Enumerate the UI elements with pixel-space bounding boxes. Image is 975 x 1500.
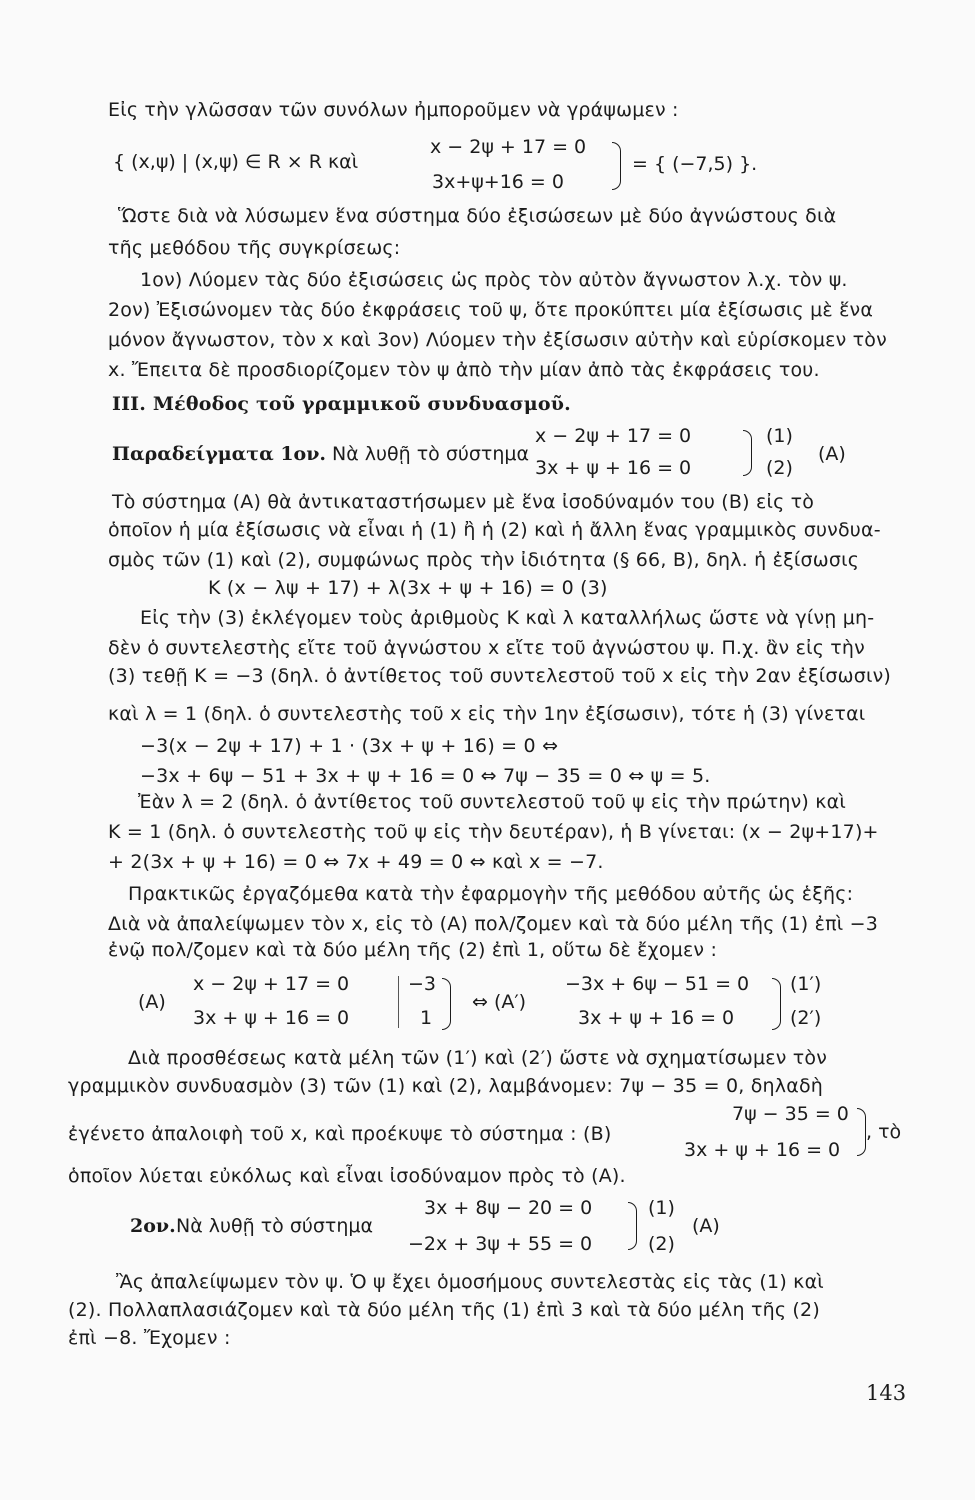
text-line: γραμμικὸν συνδυασμὸν (3) τῶν (1) καὶ (2), λαμβάνομεν: 7ψ − 35 = 0, δηλαδὴ — [68, 1075, 824, 1097]
right-brace — [442, 978, 451, 1030]
ex1-label: Παραδείγματα 1ον. — [112, 443, 327, 465]
sysA2-n1: (1′) — [790, 973, 822, 995]
ex2-eq1: 3x + 8ψ − 20 = 0 — [424, 1197, 593, 1219]
set-eq1: x − 2ψ + 17 = 0 — [430, 136, 587, 158]
sysB-eq1: 7ψ − 35 = 0 — [732, 1103, 849, 1125]
ex2-n1: (1) — [648, 1197, 675, 1219]
ex1-n1: (1) — [766, 425, 793, 447]
sysA-arrow: ⇔ (A′) — [472, 991, 527, 1013]
ex2-text: Νὰ λυθῇ τὸ σύστημα — [176, 1215, 373, 1237]
set-eq2: 3x+ψ+16 = 0 — [432, 171, 564, 193]
text-line: Ἂς ἀπαλείψωμεν τὸν ψ. Ὁ ψ ἔχει ὁμοσήμους συντελεστὰς εἰς τὰς (1) καὶ — [116, 1271, 824, 1293]
right-brace — [743, 430, 752, 476]
text-line: ἐνῷ πολ/ζομεν καὶ τὰ δύο μέλη τῆς (2) ἐπὶ 1, οὕτω δὲ ἔχομεν : — [108, 939, 718, 961]
text-line: ἐγένετο ἀπαλοιφὴ τοῦ x, καὶ προέκυψε τὸ σύστημα : (B) — [68, 1123, 612, 1145]
text-line: Διὰ νὰ ἀπαλείψωμεν τὸν x, εἰς τὸ (A) πολ/ζομεν καὶ τὰ δύο μέλη τῆς (1) ἐπὶ −3 — [108, 913, 879, 935]
sysA-eq2: 3x + ψ + 16 = 0 — [193, 1007, 350, 1029]
text-line: + 2(3x + ψ + 16) = 0 ⇔ 7x + 49 = 0 ⇔ καὶ x = −7. — [108, 851, 604, 873]
text-line: Εἰς τὴν γλῶσσαν τῶν συνόλων ἠμποροῦμεν νὰ γράψωμεν : — [108, 99, 679, 121]
ex1-n2: (2) — [766, 457, 793, 479]
ex1-eq1: x − 2ψ + 17 = 0 — [535, 425, 692, 447]
ex2-label: 2ον. — [130, 1215, 176, 1237]
sysA-tag: (A) — [138, 991, 166, 1013]
ex2-tag: (A) — [692, 1215, 720, 1237]
text-line: Ἐὰν λ = 2 (δηλ. ὁ ἀντίθετος τοῦ συντελεστοῦ τοῦ ψ εἰς τὴν πρώτην) καὶ — [138, 791, 846, 813]
text-line: ὁποῖον λύεται εὐκόλως καὶ εἶναι ἰσοδύναμον πρὸς τὸ (A). — [68, 1165, 626, 1187]
ex1-text: Νὰ λυθῇ τὸ σύστημα — [332, 443, 529, 465]
sysA2-eq1: −3x + 6ψ − 51 = 0 — [565, 973, 750, 995]
text-line: ὁποῖον ἡ μία ἐξίσωσις νὰ εἶναι ἡ (1) ἢ ἡ (2) καὶ ἡ ἄλλη ἕνας γραμμικὸς συνδυα- — [108, 519, 881, 541]
ex1-tag: (A) — [818, 443, 846, 465]
text-line: 2ον) Ἐξισώνομεν τὰς δύο ἐκφράσεις τοῦ ψ, ὅτε προκύπτει μία ἐξίσωσις μὲ ἕνα — [108, 299, 874, 321]
equation-3: K (x − λψ + 17) + λ(3x + ψ + 16) = 0 (3) — [208, 577, 608, 599]
page-number: 143 — [866, 1381, 907, 1405]
sysA2-n2: (2′) — [790, 1007, 822, 1029]
text-line: μόνον ἄγνωστον, τὸν x καὶ 3ον) Λύομεν τὴν ἐξίσωσιν αὐτὴν καὶ εὑρίσκομεν τὸν — [108, 329, 887, 351]
text-line: Διὰ προσθέσεως κατὰ μέλη τῶν (1′) καὶ (2′) ὥστε νὰ σχηματίσωμεν τὸν — [128, 1047, 828, 1069]
sysA2-eq2: 3x + ψ + 16 = 0 — [578, 1007, 735, 1029]
text-line: Τὸ σύστημα (A) θὰ ἀντικαταστήσωμεν μὲ ἕνα ἰσοδύναμόν του (B) εἰς τὸ — [112, 491, 815, 513]
text-line: (2). Πολλαπλασιάζομεν καὶ τὰ δύο μέλη τῆς (1) ἐπὶ 3 καὶ τὰ δύο μέλη τῆς (2) — [68, 1299, 820, 1321]
text-line: 1ον) Λύομεν τὰς δύο ἐξισώσεις ὡς πρὸς τὸν αὐτὸν ἄγνωστον λ.χ. τὸν ψ. — [140, 269, 848, 291]
sysB-eq2: 3x + ψ + 16 = 0 — [684, 1139, 841, 1161]
sysA-mult2: 1 — [420, 1007, 433, 1029]
text-line: (3) τεθῇ K = −3 (δηλ. ὁ ἀντίθετος τοῦ συντελεστοῦ τοῦ x εἰς τὴν 2αν ἐξίσωσιν) — [108, 665, 892, 687]
equation-line: −3(x − 2ψ + 17) + 1 · (3x + ψ + 16) = 0 ⇔ — [140, 735, 559, 757]
section-heading: III. Μέθοδος τοῦ γραμμικοῦ συνδυασμοῦ. — [112, 393, 571, 415]
separator-bar — [398, 976, 399, 1028]
text-line: K = 1 (δηλ. ὁ συντελεστὴς τοῦ ψ εἰς τὴν δευτέραν), ἡ B γίνεται: (x − 2ψ+17)+ — [108, 821, 879, 843]
text-line: καὶ λ = 1 (δηλ. ὁ συντελεστὴς τοῦ x εἰς τὴν 1ην ἐξίσωσιν), τότε ἡ (3) γίνεται — [108, 703, 866, 725]
set-left: { (x,ψ) | (x,ψ) ∈ R × R καὶ — [113, 151, 359, 173]
text-line: ἐπὶ −8. Ἔχομεν : — [68, 1327, 231, 1349]
text-line: x. Ἔπειτα δὲ προσδιορίζομεν τὸν ψ ἀπὸ τὴν μίαν ἀπὸ τὰς ἐκφράσεις του. — [108, 359, 820, 381]
right-brace — [628, 1202, 637, 1250]
text-line: δὲν ὁ συντελεστὴς εἴτε τοῦ ἀγνώστου x εἴτε τοῦ ἀγνώστου ψ. Π.χ. ἂν εἰς τὴν — [108, 637, 865, 659]
ex2-n2: (2) — [648, 1233, 675, 1255]
text-line: Εἰς τὴν (3) ἐκλέγομεν τοὺς ἀριθμοὺς K καὶ λ καταλλήλως ὥστε νὰ γίνῃ μη- — [140, 607, 875, 629]
sysA-eq1: x − 2ψ + 17 = 0 — [193, 973, 350, 995]
equation-line: −3x + 6ψ − 51 + 3x + ψ + 16 = 0 ⇔ 7ψ − 35 = 0 ⇔ ψ = 5. — [140, 765, 711, 787]
sysA-mult1: −3 — [408, 973, 437, 995]
sysB-after: , τὸ — [866, 1121, 902, 1143]
text-line: σμὸς τῶν (1) καὶ (2), συμφώνως πρὸς τὴν ἰδιότητα (§ 66, B), δηλ. ἡ ἐξίσωσις — [108, 549, 860, 571]
ex1-eq2: 3x + ψ + 16 = 0 — [535, 457, 692, 479]
right-brace — [857, 1108, 866, 1156]
right-brace — [612, 142, 621, 190]
text-line: τῆς μεθόδου τῆς συγκρίσεως: — [108, 237, 401, 259]
set-right: = { (−7,5) }. — [632, 153, 758, 175]
ex2-eq2: −2x + 3ψ + 55 = 0 — [408, 1233, 593, 1255]
right-brace — [772, 978, 781, 1030]
text-line: Ὥστε διὰ νὰ λύσωμεν ἕνα σύστημα δύο ἐξισώσεων μὲ δύο ἀγνώστους διὰ — [118, 205, 837, 227]
text-line: Πρακτικῶς ἐργαζόμεθα κατὰ τὴν ἐφαρμογὴν τῆς μεθόδου αὐτῆς ὡς ἑξῆς: — [128, 883, 854, 905]
